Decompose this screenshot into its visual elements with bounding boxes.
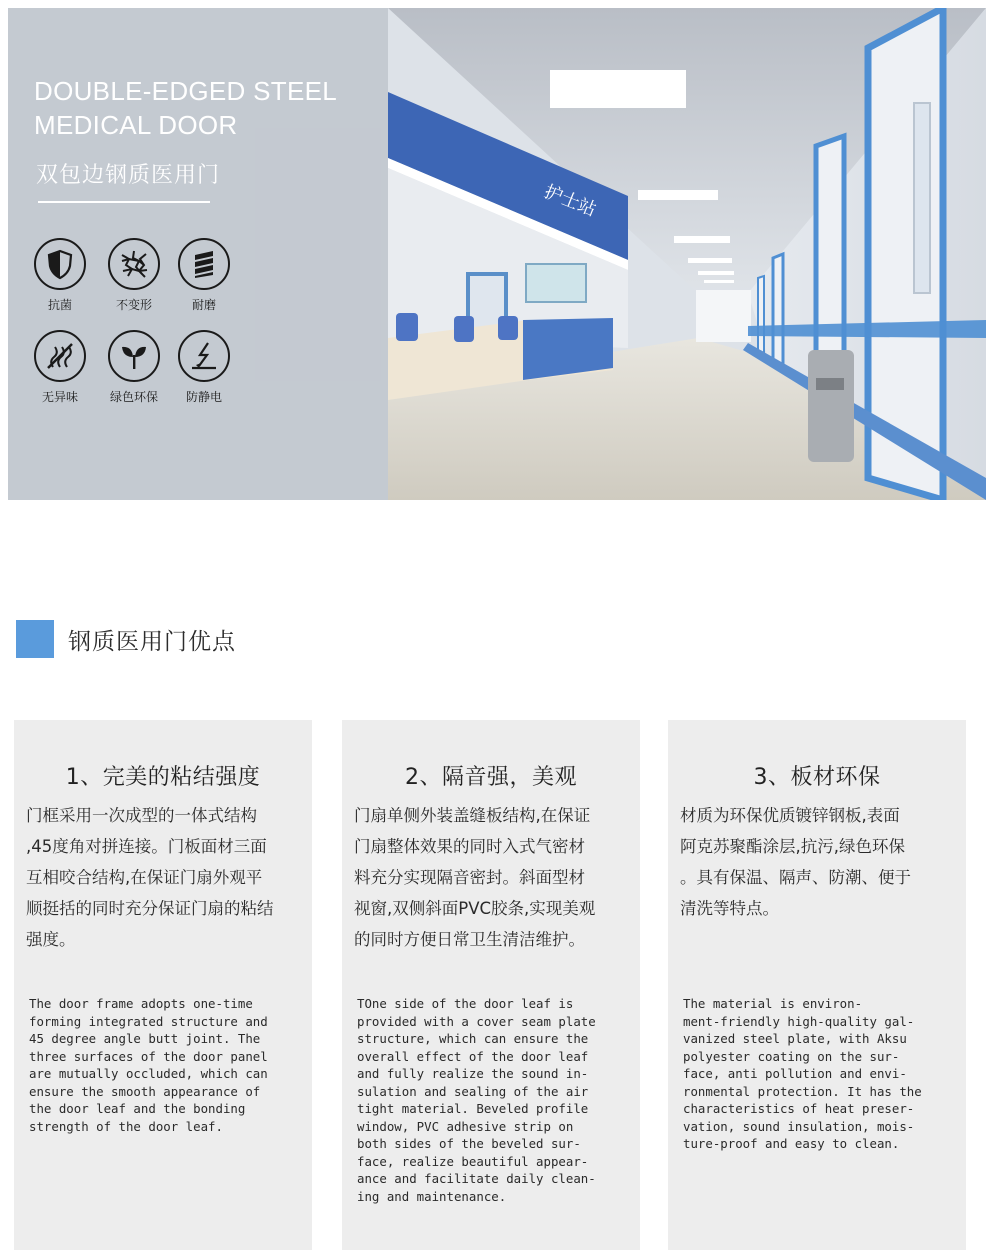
section-accent-square (16, 620, 54, 658)
card-english-text: The material is environ- ment-friendly high-quality gal- vanized steel plate, with Aksu polyester coating on the sur- face, anti pollution and envi- ronmental protection. It has the characteristics of heat preser- vation, sound insulation, mois- ture-proof and easy to clean. (683, 996, 922, 1151)
feature-antistatic (166, 330, 242, 405)
feature-label: 抗菌 (47, 298, 72, 312)
card-chinese-text: 门框采用一次成型的一体式结构 ,45度角对拼连接。门板面材三面 互相咬合结构,在保证门扇外观平 顺挺括的同时充分保证门扇的粘结 强度。 (26, 806, 274, 949)
section-header (16, 620, 236, 658)
feature-label: 无异味 (41, 390, 78, 404)
card-title: 2、隔音强，美观 (405, 765, 577, 790)
feature-label: 防静电 (185, 390, 222, 404)
card-english-text: TOne side of the door leaf is provided with a cover seam plate structure, which can ensure the overall effect of the door leaf and fully realize the sound in- sulation and sealing of the air tight material. Beveled profile window, PVC adhesive strip on both sides of the beveled sur- face, realize beautiful appear- ance and facilitate daily clean- ing and maintenance. (357, 996, 596, 1204)
hero-title-line-2: MEDICAL DOOR (34, 110, 238, 140)
no-deform-icon (108, 238, 160, 290)
hero-banner (8, 8, 986, 500)
card-chinese-text: 门扇单侧外装盖缝板结构,在保证 门扇整体效果的同时入式气密材 料充分实现隔音密封。斜面型材 视窗,双侧斜面PVC胶条,实现美观 的同时方便日常卫生清洁维护。 (354, 806, 596, 949)
hero-title-line-1: DOUBLE-EDGED STEEL (34, 76, 338, 106)
shield-icon (34, 238, 86, 290)
leaf-icon (108, 330, 160, 382)
card-title: 3、板材环保 (753, 765, 881, 790)
card-title: 1、完美的粘结强度 (65, 765, 261, 790)
feature-label: 绿色环保 (109, 390, 158, 404)
feature-wear-resistant (166, 238, 242, 313)
feature-antibacterial (22, 238, 98, 313)
feature-no-odor (22, 330, 98, 405)
card-english-text: The door frame adopts one-time forming integrated structure and 45 degree angle butt joint. The three surfaces of the door panel are mutually occluded, which can ensure the smooth appearance of the door leaf and the bonding strength of the door leaf. (29, 996, 268, 1134)
hero-divider (38, 201, 210, 203)
no-odor-icon (34, 330, 86, 382)
card-chinese-text: 材质为环保优质镀锌钢板,表面 阿克苏聚酯涂层,抗污,绿色环保 。具有保温、隔声、防潮、便于 清洗等特点。 (680, 806, 911, 918)
wear-resistant-icon (178, 238, 230, 290)
feature-label: 耐磨 (191, 298, 216, 312)
nurse-station-sign: 护士站 (541, 181, 600, 221)
hero-title (34, 74, 374, 142)
feature-no-deform (96, 238, 172, 313)
advantage-card-2 (342, 720, 640, 1250)
antistatic-icon (178, 330, 230, 382)
feature-eco (96, 330, 172, 405)
advantage-card-1 (14, 720, 312, 1250)
feature-label: 不变形 (115, 298, 152, 312)
advantage-card-3 (668, 720, 966, 1250)
section-title: 钢质医用门优点 (68, 628, 236, 655)
hero-subtitle: 双包边钢质医用门 (36, 163, 221, 188)
